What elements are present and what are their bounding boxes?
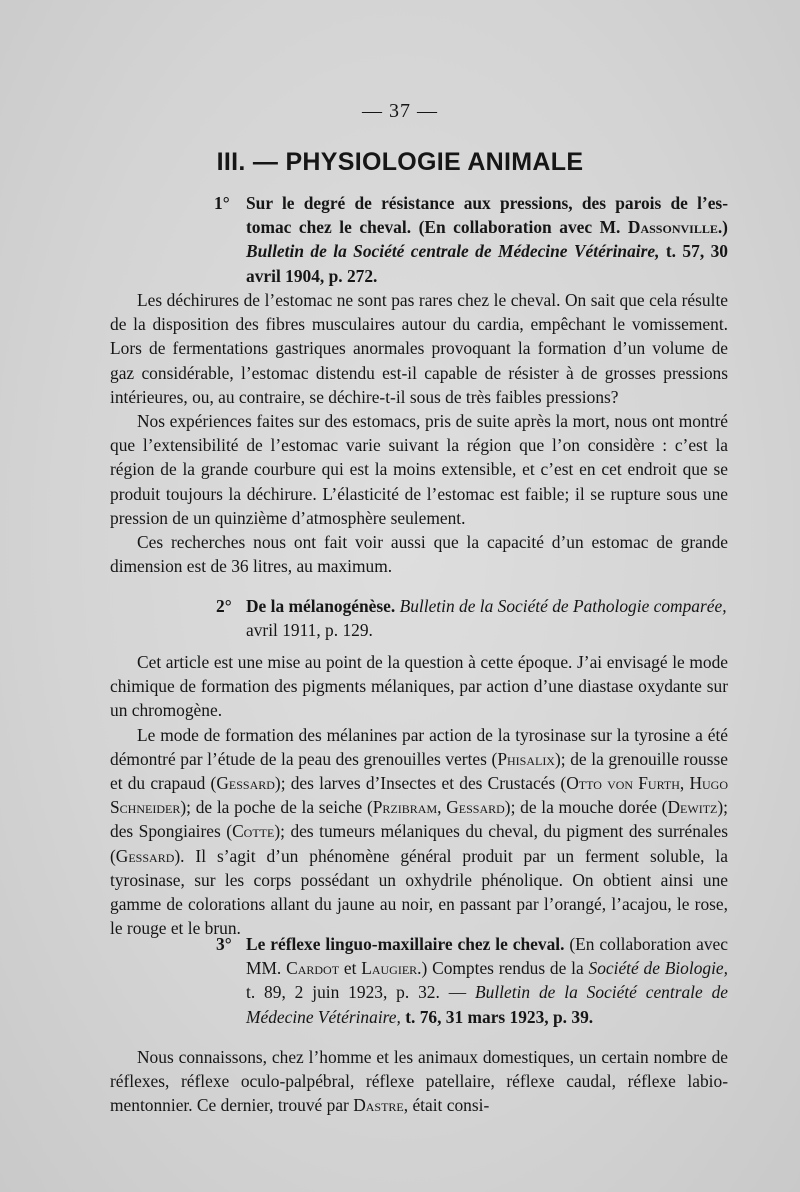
text-run: , [437,797,447,818]
reference-3-journal: Bulletin de la Société centrale de Médecine Vétérinaire, [246,982,729,1027]
text-run: ); des Spongiaires ( [110,797,728,842]
page-number: — 37 — [362,100,438,122]
author-name: Cotte [232,821,275,842]
reference-1-title: Sur le degré de résistance aux pressions, des parois de l’es- tomac chez le cheval. [246,193,728,238]
text-run: ); de la grenouille rousse et du crapaud ( [110,748,728,794]
text-run: ); des larves d’Insectes et des Crustacés ( [274,773,567,794]
paragraph: Cet article est une mise au point de la question à cette époque. J’ai envisagé le mode chimique de formation des pigments mélaniques, par action d’une diastase oxydante sur un chromogène. [110,652,728,721]
reference-3-details: t. 76, 31 mars 1923, p. 39. [405,1006,594,1027]
body-text-3 [110,1045,728,1118]
reference-3 [216,932,729,1029]
paragraph: Nos expériences faites sur des estomacs, pris de suite après la mort, nous ont montré que l’extensibilité de l’estomac varie suivant la région que l’on considère : c’est la région de la grande courbure qui est la moins extensible, et c’est en cet endroit que se produit toujours la déchirure. L’élasticité de l’estomac est faible; il se rupture sous une pression de un quinzième d’atmosphère seulement. [110,411,728,528]
section-title: III. — PHYSIOLOGIE ANIMALE [216,148,584,176]
reference-2-title: De la mélanogénèse. [246,596,396,616]
reference-3-title: Le réflexe linguo-maxillaire chez le cheval. [246,934,565,954]
reference-3-collab-and: et [343,958,357,979]
text-run: ); de la mouche dorée ( [504,797,668,818]
author-name: Dastre [353,1095,404,1116]
paragraph: Les déchirures de l’estomac ne sont pas rares chez le cheval. On sait que cela résulte de la disposition des fibres musculaires autour du cardia, empêchant le vomissement. Lors de fermentations gastriques anormales provoquant la formation d’un volume de gaz considérable, l’estomac distendu est-il capable de résister à de grosses pressions intérieures, ou, au contraire, se déchire-t-il sous de très faibles pressions? [110,290,728,407]
reference-1-collab: (En collaboration avec M. [418,217,621,238]
reference-1 [214,191,728,288]
text-run: , [679,773,690,794]
reference-3-number: 3° [216,934,232,954]
reference-1-journal: Bulletin de la Société centrale de Médecine Vétérinaire, [246,241,660,262]
text-run: ); de la poche de la seiche ( [180,797,373,818]
reference-1-details: t. 57, 30 avril 1904, p. 272. [246,241,728,286]
reference-1-collab-name: Dassonville [627,217,718,238]
author-name: Hugo Schneider [110,773,728,818]
body-text-1 [110,288,728,578]
reference-2-journal: Bulletin de la Société de Pathologie comparée, [399,596,727,616]
reference-2-details: avril 1911, p. 129. [246,620,373,641]
author-name: Gessard [446,797,505,818]
reference-1-collab-close: .) [717,217,728,238]
reference-2-number: 2° [216,596,232,616]
author-name: Phisalix [497,748,555,769]
author-name: Dewitz [667,797,718,818]
body-text-2 [110,650,728,940]
author-name: Gessard [216,773,275,794]
text-run: Le mode de formation des mélanines par action de la tyrosinase sur la tyrosine a été démontré par l’étude de la peau des grenouilles vertes ( [110,724,728,769]
reference-1-number: 1° [214,193,230,213]
paragraph [110,723,728,941]
author-name: Otto von Furth [566,773,680,794]
reference-3-collab-name: Cardot [286,958,340,979]
text-run: , était consi- [403,1095,490,1116]
author-name: Gessard [115,845,175,866]
text-run: ); des tumeurs mélaniques du cheval, du pigment des surrénales ( [110,821,728,866]
author-name: Przibram [372,797,438,818]
reference-3-details: t. 89, 2 juin 1923, p. 32. — [246,982,467,1003]
reference-3-collab: (En collaboration avec MM. [246,934,728,979]
paragraph: Ces recherches nous ont fait voir aussi que la capacité d’un estomac de grande dimension est de 36 litres, au maximum. [110,532,728,577]
text-run: ). Il s’agit d’un phénomène général produit par un ferment soluble, la tyrosinase, sur les corps possédant un oxhydrile phénolique. On obtient ainsi une gamme de colorations allant du jaune au noir, en passant par l’orangé, l’acajou, le rose, le rouge et le brun. [110,845,728,939]
text-run: Nous connaissons, chez l’homme et les animaux domestiques, un certain nombre de réflexes, réflexe oculo-palpébral, réflexe patellaire, réflexe caudal, réflexe labio-mentonnier. Ce dernier, trouvé par [110,1047,728,1116]
reference-3-journal: Société de Biologie, [588,958,728,979]
paragraph [110,1045,728,1118]
reference-3-collab-name: Laugier [361,958,418,979]
reference-3-collab-close: .) Comptes rendus de la [417,958,584,979]
reference-2 [216,594,728,642]
